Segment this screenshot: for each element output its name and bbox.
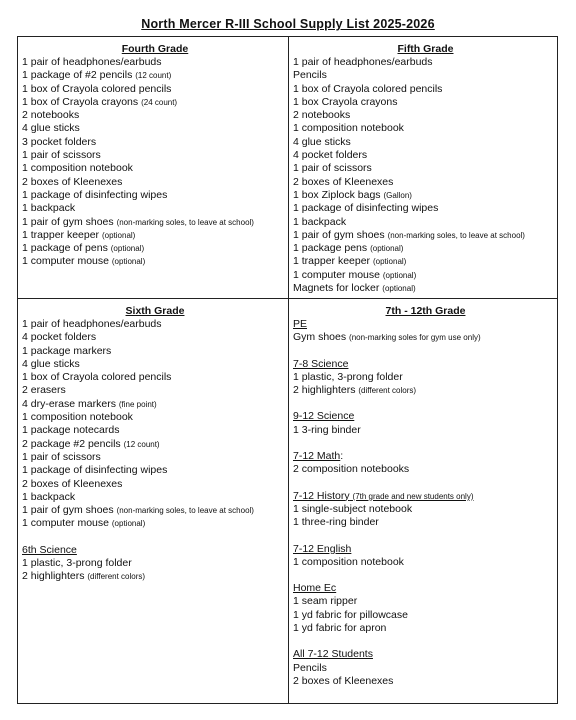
list-item: 1 composition notebook [293, 555, 404, 568]
list-item: Pencils [293, 69, 327, 82]
list-item: 1 package notecards [22, 424, 120, 437]
fourth-grade-list [22, 56, 288, 269]
list-item: 1 box of Crayola colored pencils [22, 82, 172, 95]
list-item: 2 boxes of Kleenexes [22, 477, 123, 490]
list-item: 2 composition notebooks [293, 463, 410, 476]
list-item: 1 composition notebook [22, 162, 133, 175]
list-item: 4 pocket folders [22, 331, 97, 344]
pe-heading: PE [293, 318, 308, 330]
list-item: 4 glue sticks [293, 135, 351, 148]
list-item: 1 pair of gym shoes (non-marking soles, to leave at school) [22, 215, 254, 228]
list-item: Gym shoes (non-marking soles for gym use only) [293, 331, 481, 344]
list-item: 1 pair of gym shoes (non-marking soles, to leave at school) [293, 228, 525, 241]
list-item: 1 single-subject notebook [293, 502, 413, 515]
item-note: (optional) [101, 230, 136, 240]
list-item: 3 pocket folders [22, 135, 97, 148]
list-item: 1 composition notebook [22, 411, 133, 424]
upper-grades-cell [289, 299, 558, 704]
list-item: 1 computer mouse (optional) [22, 255, 146, 268]
list-item: 1 package markers [22, 344, 112, 357]
list-item: 1 package of disinfecting wipes [293, 202, 439, 215]
list-item: 2 notebooks [293, 109, 351, 122]
list-item: 1 computer mouse (optional) [293, 268, 417, 281]
sixth-science-heading: 6th Science [22, 543, 77, 556]
fifth-grade-list [293, 56, 558, 295]
history-heading: 7-12 History (7th grade and new students only) [293, 489, 474, 502]
science-78-heading: 7-8 Science [293, 357, 349, 370]
list-item: Magnets for locker (optional) [293, 282, 416, 295]
fourth-grade-heading: Fourth Grade [121, 43, 189, 55]
list-item: 1 pair of headphones/earbuds [293, 56, 433, 68]
list-item: 1 pair of scissors [22, 149, 101, 162]
fifth-grade-heading: Fifth Grade [397, 43, 454, 55]
item-note: (7th grade and new students only) [352, 491, 474, 501]
list-item: 2 boxes of Kleenexes [293, 674, 394, 687]
item-note: (optional) [382, 270, 417, 280]
list-item: 1 package of #2 pencils (12 count) [22, 69, 172, 82]
list-item: 4 dry-erase markers (fine point) [22, 397, 157, 410]
list-item: 2 boxes of Kleenexes [293, 175, 394, 188]
list-item: 2 highlighters (different colors) [293, 384, 417, 397]
list-item: 1 package pens (optional) [293, 242, 404, 255]
list-item: 2 notebooks [22, 109, 80, 122]
item-note: (Gallon) [383, 190, 412, 200]
list-item: 1 yd fabric for apron [293, 622, 387, 635]
list-item: 1 box of Crayola colored pencils [293, 82, 443, 95]
list-item: 4 glue sticks [22, 122, 80, 135]
list-item: 1 pair of scissors [293, 162, 372, 175]
list-item: 2 package #2 pencils (12 count) [22, 437, 160, 450]
item-note: (non-marking soles, to leave at school) [116, 217, 254, 227]
sixth-grade-cell [18, 299, 288, 704]
item-note: (different colors) [87, 572, 146, 582]
fourth-grade-cell [18, 37, 288, 298]
list-item: 1 pair of headphones/earbuds [22, 56, 162, 68]
item-note: (24 count) [141, 97, 178, 107]
list-item: 1 backpack [293, 215, 347, 228]
list-item: 1 pair of headphones/earbuds [22, 318, 162, 330]
item-note: (fine point) [118, 399, 157, 409]
list-item: 1 plastic, 3-prong folder [293, 370, 403, 383]
list-item: 1 package of disinfecting wipes [22, 464, 168, 477]
page-title: North Mercer R-III School Supply List 2025-2026 [141, 17, 435, 31]
list-item: 1 computer mouse (optional) [22, 517, 146, 530]
list-item: 1 trapper keeper (optional) [293, 255, 407, 268]
list-item: 1 seam ripper [293, 595, 358, 608]
list-item: 1 backpack [22, 202, 76, 215]
list-item: 2 erasers [22, 384, 66, 397]
item-note: (optional) [111, 519, 146, 529]
list-item: 1 plastic, 3-prong folder [22, 557, 132, 570]
item-note: (optional) [372, 257, 407, 267]
list-item: 1 box Crayola crayons [293, 95, 398, 108]
upper-grades-heading: 7th - 12th Grade [385, 305, 466, 317]
item-note: (optional) [370, 244, 404, 254]
item-note: (different colors) [358, 386, 417, 396]
list-item: 1 trapper keeper (optional) [22, 228, 136, 241]
item-note: (optional) [111, 257, 146, 267]
english-heading: 7-12 English [293, 542, 352, 555]
sixth-grade-heading: Sixth Grade [125, 305, 185, 317]
list-item: 1 pair of gym shoes (non-marking soles, to leave at school) [22, 504, 254, 517]
list-item: 1 composition notebook [293, 122, 404, 135]
list-item: 4 glue sticks [22, 357, 80, 370]
list-item: 1 3-ring binder [293, 423, 361, 436]
sixth-grade-list [22, 318, 288, 531]
list-item: 1 package of disinfecting wipes [22, 188, 168, 201]
home-ec-heading: Home Ec [293, 582, 337, 595]
item-note: (non-marking soles, to leave at school) [387, 230, 525, 240]
math-heading: 7-12 Math: [293, 450, 344, 463]
fifth-grade-cell [289, 37, 558, 298]
list-item: 1 pair of scissors [22, 450, 101, 463]
list-item: 1 box of Crayola crayons (24 count) [22, 95, 178, 108]
list-item: 4 pocket folders [293, 149, 368, 162]
item-note: (optional) [382, 284, 416, 294]
list-item: 1 three-ring binder [293, 516, 379, 529]
list-item: 1 yd fabric for pillowcase [293, 608, 408, 621]
list-item: 1 box Ziplock bags (Gallon) [293, 188, 412, 201]
item-note: (non-marking soles for gym use only) [349, 333, 481, 343]
item-note: (optional) [110, 244, 145, 254]
supply-table [17, 36, 558, 704]
list-item: 2 boxes of Kleenexes [22, 175, 123, 188]
science-912-heading: 9-12 Science [293, 410, 355, 423]
item-note: (non-marking soles, to leave at school) [116, 506, 254, 516]
item-note: (12 count) [135, 71, 172, 81]
list-item: 2 highlighters (different colors) [22, 570, 146, 583]
list-item: 1 package of pens (optional) [22, 242, 145, 255]
all-students-heading: All 7-12 Students [293, 648, 373, 661]
list-item: 1 box of Crayola colored pencils [22, 371, 172, 384]
item-note: (12 count) [123, 439, 160, 449]
list-item: 1 backpack [22, 490, 76, 503]
list-item: Pencils [293, 661, 327, 674]
